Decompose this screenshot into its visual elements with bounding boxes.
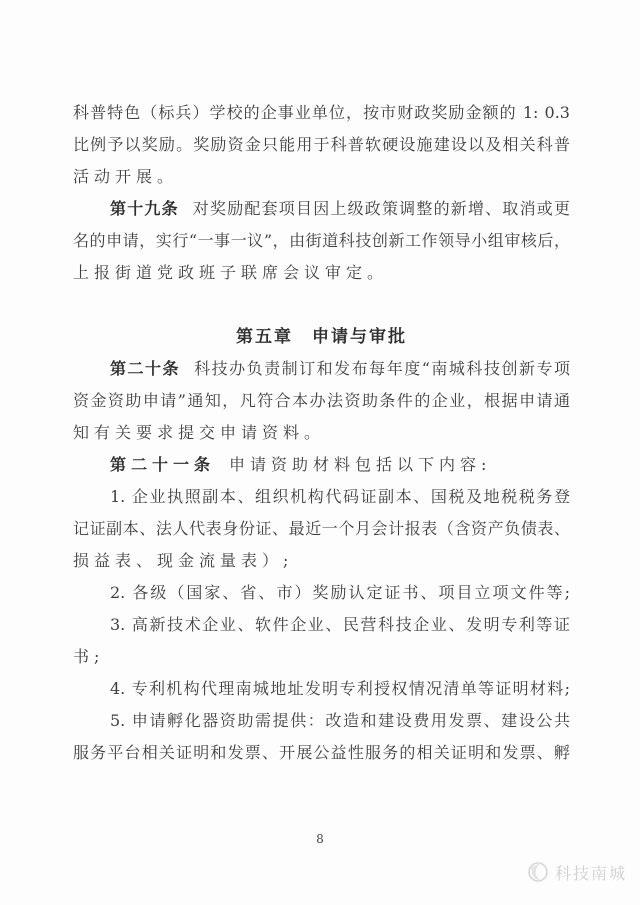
article-number-label: 第二十一条 bbox=[110, 455, 216, 474]
doc-line: 资金资助申请”通知，凡符合本办法资助条件的企业，根据申请通 bbox=[73, 391, 570, 410]
page-number: 8 bbox=[316, 832, 324, 846]
doc-line-item-3: 3. 高新技术企业、软件企业、民营科技企业、发明专利等证 bbox=[110, 615, 570, 634]
watermark bbox=[526, 860, 627, 884]
doc-line: 名的申请，实行“一事一议”，由街道科技创新工作领导小组审核后， bbox=[73, 231, 570, 250]
doc-line-article-21 bbox=[73, 449, 570, 481]
doc-line-article-19 bbox=[73, 193, 570, 225]
doc-line: 知有关要求提交申请资料。 bbox=[73, 423, 326, 442]
article-number-label: 第十九条 bbox=[110, 199, 179, 218]
chapter-heading: 第五章 申请与审批 bbox=[236, 327, 407, 347]
doc-line-item-5: 5. 申请孵化器资助需提供：改造和建设费用发票、建设公共 bbox=[110, 711, 570, 730]
article-text: 科技办负责制订和发布每年度“南城科技创新专项 bbox=[194, 359, 570, 378]
doc-line: 记证副本、法人代表身份证、最近一个月会计报表（含资产负债表、 bbox=[73, 519, 570, 538]
doc-line: 损益表、现金流量表）; bbox=[73, 551, 294, 570]
doc-line: 活动开展。 bbox=[73, 167, 179, 186]
doc-line-article-20 bbox=[73, 353, 570, 385]
doc-line: 书; bbox=[73, 647, 105, 666]
article-text: 对奖励配套项目因上级政策调整的新增、取消或更 bbox=[192, 199, 570, 218]
doc-line-item-2: 2. 各级（国家、省、市）奖励认定证书、项目立项文件等; bbox=[110, 583, 570, 602]
doc-line-item-4: 4. 专利机构代理南城地址发明专利授权情况清单等证明材料; bbox=[110, 679, 570, 698]
document-body bbox=[73, 97, 570, 769]
globe-crescent-icon bbox=[526, 860, 550, 884]
watermark-brand-text: 科技南城 bbox=[554, 863, 627, 883]
doc-line-item-1: 1. 企业执照副本、组织机构代码证副本、国税及地税税务登 bbox=[110, 487, 570, 506]
doc-line: 上报街道党政班子联席会议审定。 bbox=[73, 263, 389, 282]
article-number-label: 第二十条 bbox=[110, 359, 181, 378]
doc-line: 科普特色（标兵）学校的企事业单位，按市财政奖励金额的 1: 0.3 bbox=[73, 103, 570, 122]
article-text: 申请资助材料包括以下内容: bbox=[229, 455, 492, 474]
doc-line: 比例予以奖励。奖励资金只能用于科普软硬设施建设以及相关科普 bbox=[73, 135, 570, 154]
doc-line: 服务平台相关证明和发票、开展公益性服务的相关证明和发票、孵 bbox=[73, 743, 570, 762]
